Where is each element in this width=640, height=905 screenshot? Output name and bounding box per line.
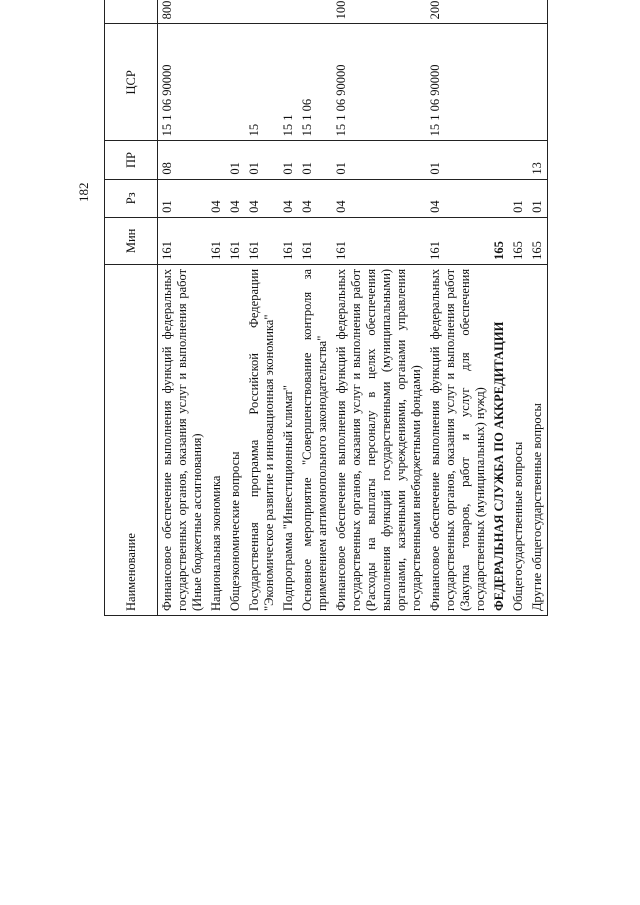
cell-min: 165 (528, 217, 548, 264)
col-header-pr: ПР (105, 141, 158, 179)
cell-name: Национальная экономика (207, 264, 226, 615)
cell-pr: 01 (279, 141, 298, 179)
cell-pr (490, 141, 509, 179)
cell-rz: 04 (245, 179, 279, 217)
cell-rz: 04 (426, 179, 490, 217)
cell-name: Финансовое обеспечение выполнения функций федеральных государственных органов, оказания услуг и выполнения работ (Иные бюджетные ассигнования) (158, 264, 208, 615)
cell-vr (245, 0, 279, 24)
cell-csr: 15 1 06 (298, 24, 332, 141)
cell-csr (207, 24, 226, 141)
cell-csr: 15 1 06 90000 (332, 24, 426, 141)
cell-pr: 01 (245, 141, 279, 179)
cell-vr (279, 0, 298, 24)
cell-rz: 04 (298, 179, 332, 217)
cell-vr (207, 0, 226, 24)
cell-csr (528, 24, 548, 141)
cell-min: 165 (490, 217, 509, 264)
cell-rz: 04 (226, 179, 245, 217)
cell-pr: 13 (528, 141, 548, 179)
cell-name: Общегосударственные вопросы (509, 264, 528, 615)
table-row (509, 0, 528, 616)
cell-vr (298, 0, 332, 24)
cell-csr: 15 (245, 24, 279, 141)
col-header-vr (105, 0, 158, 24)
cell-name: Финансовое обеспечение выполнения функций федеральных государственных органов, оказания услуг и выполнения работ (Расходы на выплаты персоналу в целях обеспечения выполнения функций государственными (муниципальными) органами, казенными учреждениями, органами управления государственными внебюджетными фондами) (332, 264, 426, 615)
cell-min: 161 (226, 217, 245, 264)
cell-pr: 01 (426, 141, 490, 179)
table-row (279, 0, 298, 616)
cell-min: 165 (509, 217, 528, 264)
cell-min: 161 (279, 217, 298, 264)
cell-vr: 100 (332, 0, 426, 24)
cell-name: Государственная программа Российской Федерации "Экономическое развитие и инновационная экономика" (245, 264, 279, 615)
table-header-row (105, 0, 158, 616)
cell-rz (490, 179, 509, 217)
cell-name: Финансовое обеспечение выполнения функций федеральных государственных органов, оказания услуг и выполнения работ (Закупка товаров, работ и услуг для обеспечения государственных (муниципальных) нужд) (426, 264, 490, 615)
cell-vr (528, 0, 548, 24)
table-row (332, 0, 426, 616)
cell-vr (226, 0, 245, 24)
cell-csr (226, 24, 245, 141)
cell-rz: 04 (207, 179, 226, 217)
table-row (158, 0, 208, 616)
budget-table (104, 0, 548, 616)
cell-min: 161 (207, 217, 226, 264)
cell-vr: 200 (426, 0, 490, 24)
cell-pr (207, 141, 226, 179)
cell-rz: 04 (279, 179, 298, 217)
col-header-min: Мин (105, 217, 158, 264)
col-header-rz: Рз (105, 179, 158, 217)
cell-rz: 04 (332, 179, 426, 217)
cell-vr: 800 (158, 0, 208, 24)
cell-pr (509, 141, 528, 179)
page-number: 182 (76, 182, 91, 202)
cell-csr: 15 1 06 90000 (426, 24, 490, 141)
table-body (158, 0, 548, 616)
cell-csr: 15 1 (279, 24, 298, 141)
cell-rz: 01 (158, 179, 208, 217)
cell-name: Общеэкономические вопросы (226, 264, 245, 615)
col-header-name: Наименование (105, 264, 158, 615)
cell-rz: 01 (509, 179, 528, 217)
cell-vr (490, 0, 509, 24)
cell-name: Основное мероприятие "Совершенствование контроля за применением антимонопольного законодательства" (298, 264, 332, 615)
table-row (426, 0, 490, 616)
cell-min: 161 (426, 217, 490, 264)
table-row (528, 0, 548, 616)
cell-pr: 01 (332, 141, 426, 179)
cell-name: Другие общегосударственные вопросы (528, 264, 548, 615)
cell-rz: 01 (528, 179, 548, 217)
cell-min: 161 (298, 217, 332, 264)
cell-pr: 01 (298, 141, 332, 179)
cell-name: Подпрограмма "Инвестиционный климат" (279, 264, 298, 615)
table-row (245, 0, 279, 616)
col-header-csr: ЦСР (105, 24, 158, 141)
cell-pr: 01 (226, 141, 245, 179)
table-row (207, 0, 226, 616)
table-row (298, 0, 332, 616)
cell-csr: 15 1 06 90000 (158, 24, 208, 141)
cell-csr (490, 24, 509, 141)
cell-name: ФЕДЕРАЛЬНАЯ СЛУЖБА ПО АККРЕДИТАЦИИ (490, 264, 509, 615)
cell-min: 161 (245, 217, 279, 264)
cell-csr (509, 24, 528, 141)
table-row (226, 0, 245, 616)
table-row (490, 0, 509, 616)
cell-pr: 08 (158, 141, 208, 179)
cell-vr (509, 0, 528, 24)
cell-min: 161 (332, 217, 426, 264)
cell-min: 161 (158, 217, 208, 264)
